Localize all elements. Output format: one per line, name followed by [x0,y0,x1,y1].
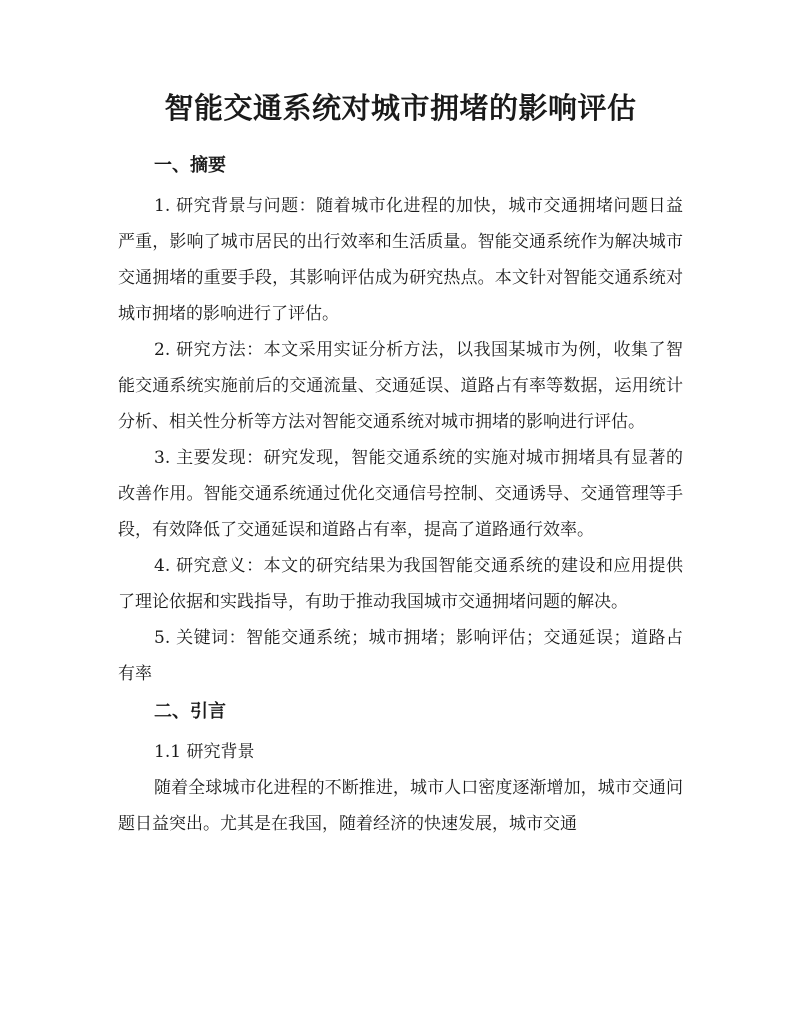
abstract-paragraph-keywords: 5. 关键词：智能交通系统；城市拥堵；影响评估；交通延误；道路占有率 [118,628,683,684]
abstract-paragraph-background: 1. 研究背景与问题：随着城市化进程的加快，城市交通拥堵问题日益严重，影响了城市居民的出行效率和生活质量。智能交通系统作为解决城市交通拥堵的重要手段，其影响评估成为研究热点。本文针对智能交通系统对城市拥堵的影响进行了评估。 [118,196,683,324]
abstract-paragraph-method: 2. 研究方法：本文采用实证分析方法，以我国某城市为例，收集了智能交通系统实施前后的交通流量、交通延误、道路占有率等数据，运用统计分析、相关性分析等方法对智能交通系统对城市拥堵的影响进行评估。 [118,340,683,432]
abstract-paragraph-findings: 3. 主要发现：研究发现，智能交通系统的实施对城市拥堵具有显著的改善作用。智能交通系统通过优化交通信号控制、交通诱导、交通管理等手段，有效降低了交通延误和道路占有率，提高了道路通行效率。 [118,448,683,540]
section-heading-abstract: 一、摘要 [154,155,226,176]
abstract-paragraph-significance: 4. 研究意义：本文的研究结果为我国智能交通系统的建设和应用提供了理论依据和实践指导，有助于推动我国城市交通拥堵问题的解决。 [118,556,683,612]
document-page [118,88,683,842]
section-heading-introduction: 二、引言 [154,701,226,722]
introduction-paragraph: 随着全球城市化进程的不断推进，城市人口密度逐渐增加，城市交通问题日益突出。尤其是在我国，随着经济的快速发展，城市交通 [118,778,683,834]
subsection-heading-background: 1.1 研究背景 [154,742,255,762]
document-title: 智能交通系统对城市拥堵的影响评估 [164,91,637,125]
